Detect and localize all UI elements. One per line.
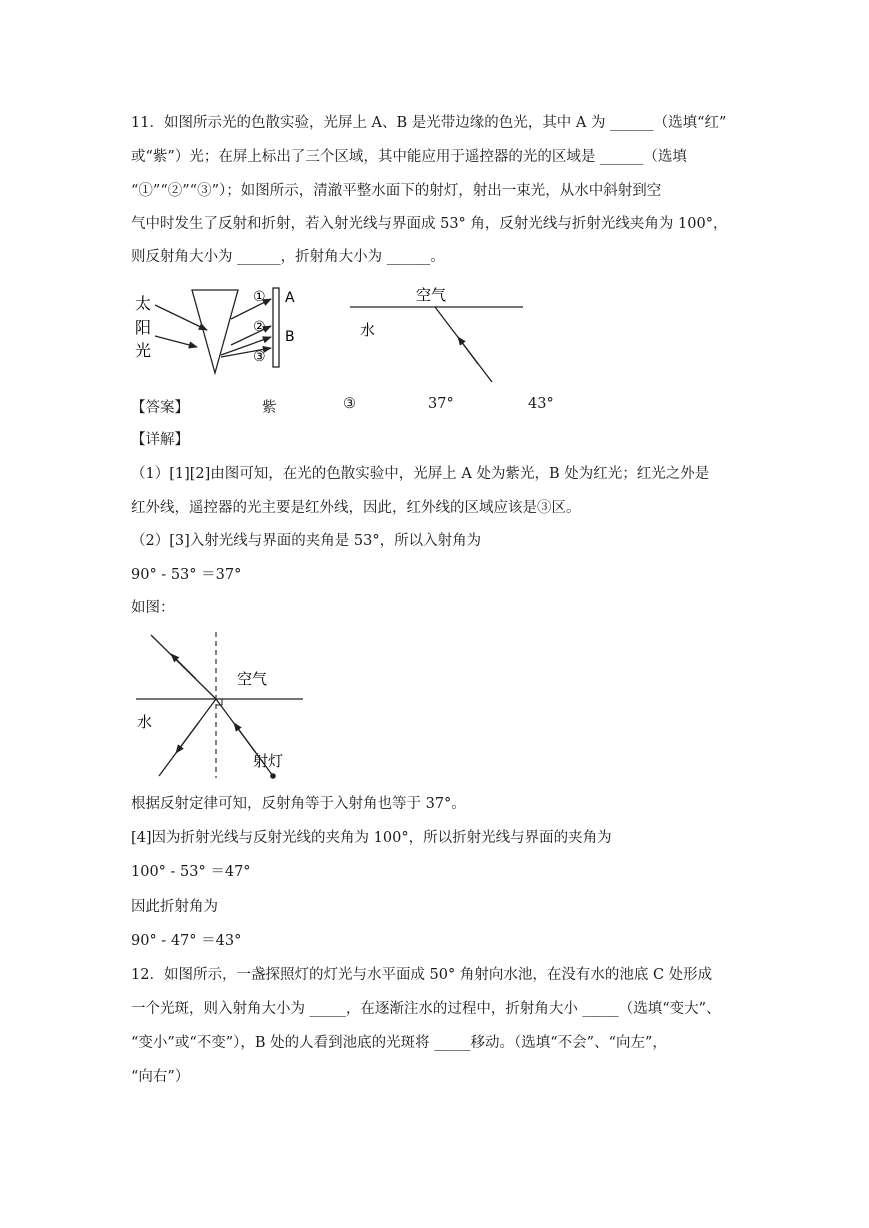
q11-line-3: “①”“②”“③”）；如图所示，清澈平整水面下的射灯，射出一束光，从水中斜射到空 xyxy=(131,183,662,199)
q12-line-1: 12．如图所示，一盏探照灯的灯光与水平面成 50° 角射向水池，在没有水的池底 C 处形成 xyxy=(131,967,713,983)
answer-value-2: ③ xyxy=(343,396,356,412)
region-label-1: ① xyxy=(253,289,266,305)
reflection-refraction-figure xyxy=(131,630,321,785)
lamp-dot xyxy=(270,773,276,779)
answer-label: 【答案】 xyxy=(131,400,189,416)
edge-label-b: B xyxy=(285,329,295,345)
detail-after-line-4: 因此折射角为 xyxy=(131,899,218,915)
water-label: 水 xyxy=(137,713,153,731)
air-label: 空气 xyxy=(416,286,447,304)
answer-value-1: 紫 xyxy=(262,400,277,416)
q12-line-4: “向右”） xyxy=(131,1069,190,1085)
answer-value-4: 43° xyxy=(528,396,554,412)
detail-line-3: （2）[3]入射光线与界面的夹角是 53°，所以入射角为 xyxy=(131,533,482,549)
sun-label-3: 光 xyxy=(135,341,152,360)
prism-dispersion-figure xyxy=(131,285,311,380)
detail-after-line-5: 90° - 47° ＝43° xyxy=(131,933,242,949)
sun-label-2: 阳 xyxy=(135,318,152,337)
q12-line-3: “变小”或“不变”），B 处的人看到池底的光斑将 _____移动。（选填“不会”、“向左”， xyxy=(131,1035,667,1051)
q11-line-2: 或“紫”）光；在屏上标出了三个区域，其中能应用于遥控器的光的区域是 ______（选填 xyxy=(131,149,687,165)
region-label-2: ② xyxy=(253,319,266,335)
detail-line-5: 如图： xyxy=(131,600,175,616)
light-screen xyxy=(273,288,279,367)
detail-label: 【详解】 xyxy=(131,432,189,448)
q11-line-4: 气中时发生了反射和折射，若入射光线与界面成 53° 角，反射光线与折射光线夹角为 100°， xyxy=(131,216,728,232)
prism-shape xyxy=(192,290,238,373)
lamp-label: 射灯 xyxy=(253,752,284,770)
water-surface-figure xyxy=(350,282,530,387)
sun-ray-2 xyxy=(155,336,197,347)
detail-line-2: 红外线，遥控器的光主要是红外线，因此，红外线的区域应该是③区。 xyxy=(131,500,581,516)
detail-line-1: （1）[1][2]由图可知，在光的色散实验中，光屏上 A 处为紫光，B 处为红光；红光之外是 xyxy=(131,466,710,482)
q11-line-1: 11．如图所示光的色散实验，光屏上 A、B 是光带边缘的色光，其中 A 为 ______（选填“红” xyxy=(131,115,727,131)
detail-after-line-3: 100° - 53° ＝47° xyxy=(131,864,251,880)
refracted-ray-arrow xyxy=(171,654,196,679)
detail-after-line-2: [4]因为折射光线与反射光线的夹角为 100°，所以折射光线与界面的夹角为 xyxy=(131,830,612,846)
q11-line-5: 则反射角大小为 ______，折射角大小为 ______。 xyxy=(131,249,445,265)
incident-ray-arrow xyxy=(234,723,256,753)
water-label: 水 xyxy=(360,321,376,339)
sun-label-1: 太 xyxy=(135,294,152,313)
reflected-ray-arrow xyxy=(176,722,199,753)
region-label-3: ③ xyxy=(253,349,266,365)
q12-line-2: 一个光斑，则入射角大小为 _____，在逐渐注水的过程中，折射角大小 _____（选填“变大”、 xyxy=(131,1001,721,1017)
detail-after-line-1: 根据反射定律可知，反射角等于入射角也等于 37°。 xyxy=(131,796,466,812)
air-label: 空气 xyxy=(237,670,268,688)
incident-ray-arrow xyxy=(458,337,478,364)
detail-line-4: 90° - 53° ＝37° xyxy=(131,567,242,583)
answer-value-3: 37° xyxy=(428,396,454,412)
edge-label-a: A xyxy=(285,290,295,306)
